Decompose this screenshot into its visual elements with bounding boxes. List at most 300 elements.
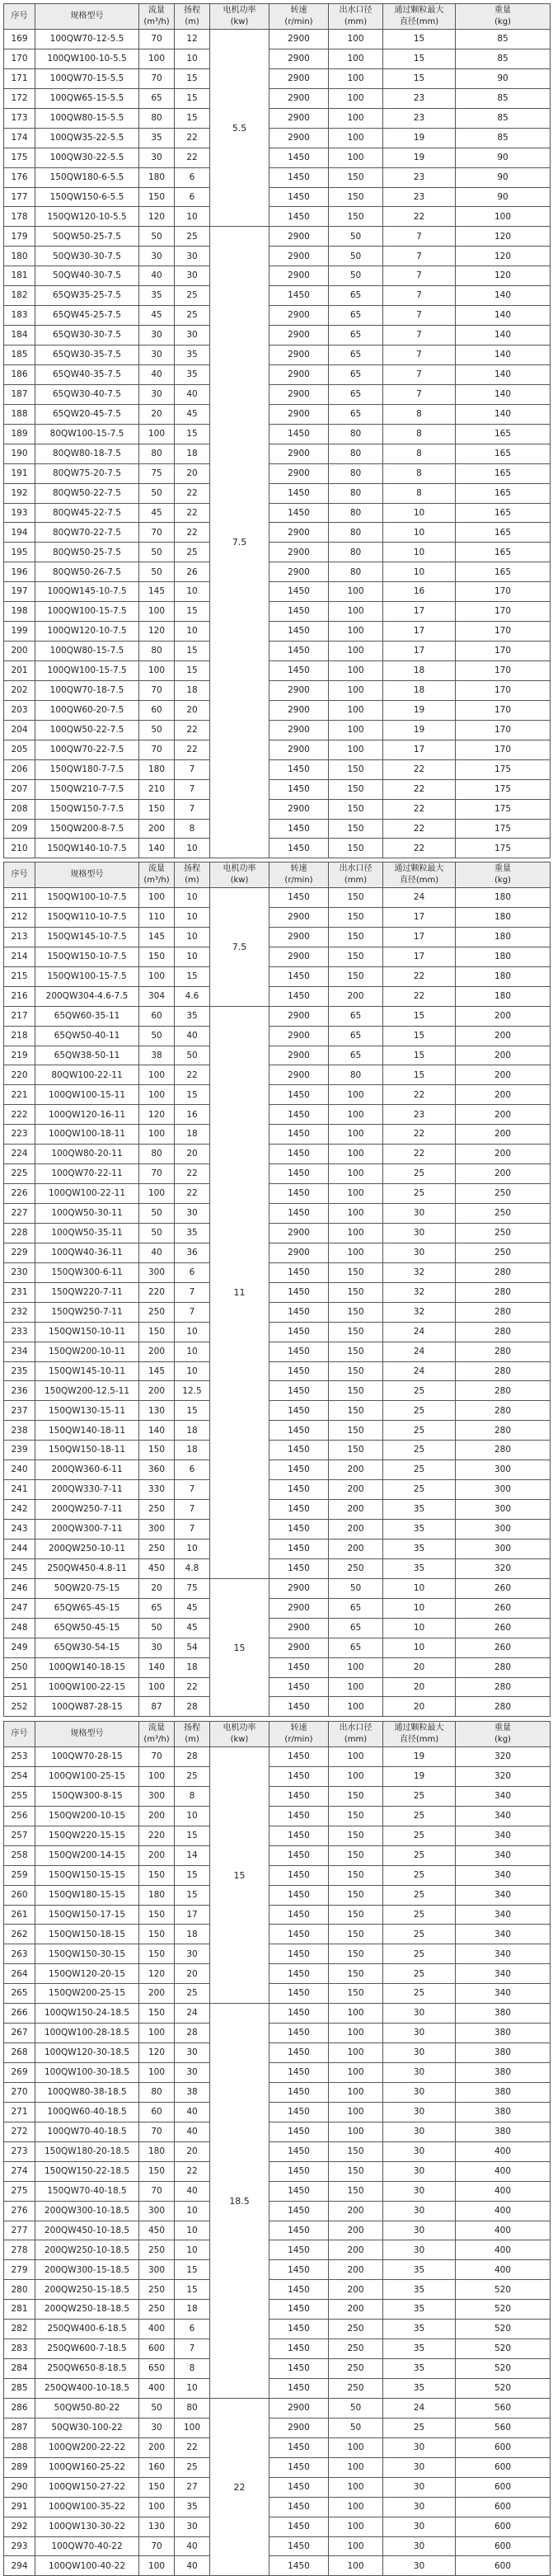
speed-cell: 1450 (269, 1944, 329, 1964)
power-cell: 15 (210, 1578, 269, 1717)
head-cell: 10 (175, 1361, 210, 1381)
weight-cell: 600 (456, 2497, 551, 2517)
outlet-cell: 150 (329, 1865, 383, 1885)
flow-cell: 70 (139, 523, 175, 543)
outlet-cell: 200 (329, 2221, 383, 2240)
model-cell: 80QW80-18-7.5 (35, 444, 139, 463)
speed-cell: 1450 (269, 2260, 329, 2280)
flow-cell: 150 (139, 1925, 175, 1944)
outlet-cell: 65 (329, 346, 383, 365)
row-no: 278 (4, 2240, 35, 2260)
speed-cell: 1450 (269, 1361, 329, 1381)
row-no: 232 (4, 1302, 35, 1322)
flow-cell: 250 (139, 2240, 175, 2260)
particle-cell: 24 (383, 888, 456, 908)
flow-cell: 150 (139, 2477, 175, 2497)
weight-cell: 380 (456, 2024, 551, 2043)
table-row (4, 1006, 551, 1026)
weight-cell: 280 (456, 1302, 551, 1322)
model-cell: 100QW100-25-15 (35, 1766, 139, 1786)
table-row (4, 1085, 551, 1105)
weight-cell: 140 (456, 404, 551, 424)
particle-cell: 35 (383, 2339, 456, 2359)
speed-cell: 1450 (269, 1302, 329, 1322)
particle-cell: 30 (383, 2043, 456, 2063)
flow-cell: 50 (139, 543, 175, 562)
head-cell: 22 (175, 128, 210, 148)
weight-cell: 280 (456, 1677, 551, 1697)
weight-cell: 200 (456, 1105, 551, 1125)
particle-cell: 30 (383, 2517, 456, 2536)
speed-cell: 1450 (269, 286, 329, 306)
particle-cell: 17 (383, 947, 456, 966)
head-cell: 40 (175, 2556, 210, 2576)
weight-cell: 380 (456, 2043, 551, 2063)
particle-cell: 30 (383, 2477, 456, 2497)
model-cell: 100QW70-22-7.5 (35, 740, 139, 759)
flow-cell: 80 (139, 642, 175, 661)
model-cell: 80QW100-15-7.5 (35, 424, 139, 444)
particle-cell: 35 (383, 2300, 456, 2320)
particle-cell: 10 (383, 1578, 456, 1598)
table-row (4, 700, 551, 720)
flow-cell: 70 (139, 680, 175, 700)
speed-cell: 1450 (269, 503, 329, 523)
weight-cell: 340 (456, 1885, 551, 1905)
outlet-cell: 150 (329, 907, 383, 927)
table-row (4, 1905, 551, 1925)
table-row (4, 1065, 551, 1085)
flow-cell: 100 (139, 2556, 175, 2576)
head-cell: 30 (175, 2063, 210, 2083)
outlet-cell: 80 (329, 483, 383, 503)
outlet-cell: 100 (329, 1105, 383, 1125)
particle-header-label: 通过颗粒最大 (394, 1723, 444, 1732)
particle-cell: 15 (383, 1046, 456, 1065)
speed-cell: 1450 (269, 1164, 329, 1184)
row-no: 294 (4, 2556, 35, 2576)
row-no: 277 (4, 2221, 35, 2240)
particle-cell: 35 (383, 2280, 456, 2300)
model-cell: 150QW145-10-7.5 (35, 927, 139, 947)
row-no: 217 (4, 1006, 35, 1026)
particle-cell: 7 (383, 384, 456, 404)
speed-cell: 1450 (269, 148, 329, 167)
row-no: 170 (4, 49, 35, 68)
row-no: 178 (4, 207, 35, 227)
model-cell: 65QW38-50-11 (35, 1046, 139, 1065)
table-row (4, 463, 551, 483)
speed-cell: 2900 (269, 463, 329, 483)
particle-cell: 30 (383, 1204, 456, 1224)
weight-header (456, 4, 551, 30)
weight-cell: 400 (456, 2181, 551, 2201)
model-cell: 100QW100-15-7.5 (35, 661, 139, 681)
row-no: 196 (4, 562, 35, 582)
speed-cell: 1450 (269, 1806, 329, 1826)
head-cell: 18 (175, 680, 210, 700)
row-no: 279 (4, 2260, 35, 2280)
head-cell: 12 (175, 30, 210, 49)
table-row (4, 2240, 551, 2260)
model-cell: 65QW50-40-11 (35, 1026, 139, 1046)
speed-cell: 1450 (269, 1845, 329, 1865)
head-cell: 25 (175, 227, 210, 247)
particle-cell: 22 (383, 799, 456, 819)
row-no: 274 (4, 2161, 35, 2181)
table-row (4, 1302, 551, 1322)
speed-cell: 1450 (269, 2497, 329, 2517)
model-cell: 100QW60-20-7.5 (35, 700, 139, 720)
model-cell: 65QW35-25-7.5 (35, 286, 139, 306)
head-cell: 35 (175, 364, 210, 384)
table-row (4, 1164, 551, 1184)
model-cell: 150QW130-15-11 (35, 1401, 139, 1421)
row-no: 288 (4, 2437, 35, 2457)
outlet-cell: 100 (329, 2063, 383, 2083)
model-cell: 100QW80-38-18.5 (35, 2082, 139, 2102)
flow-cell: 100 (139, 2024, 175, 2043)
head-cell: 6 (175, 167, 210, 187)
outlet-cell: 100 (329, 1697, 383, 1717)
model-cell: 200QW360-6-11 (35, 1460, 139, 1480)
table-row (4, 2497, 551, 2517)
head-cell: 22 (175, 2161, 210, 2181)
outlet-cell: 80 (329, 1065, 383, 1085)
outlet-cell: 100 (329, 602, 383, 622)
outlet-cell: 150 (329, 1925, 383, 1944)
row-no: 192 (4, 483, 35, 503)
particle-header (383, 4, 456, 30)
table-row (4, 326, 551, 346)
outlet-cell: 100 (329, 2004, 383, 2024)
speed-cell: 2900 (269, 927, 329, 947)
head-cell: 36 (175, 1243, 210, 1262)
flow-cell: 80 (139, 444, 175, 463)
speed-cell: 1450 (269, 2024, 329, 2043)
particle-cell: 17 (383, 907, 456, 927)
row-no: 239 (4, 1441, 35, 1460)
head-cell: 54 (175, 1638, 210, 1657)
head-cell: 40 (175, 2536, 210, 2556)
weight-cell: 400 (456, 2201, 551, 2221)
flow-cell: 30 (139, 326, 175, 346)
power-cell: 7.5 (210, 888, 269, 1007)
row-no: 249 (4, 1638, 35, 1657)
weight-cell: 340 (456, 1925, 551, 1944)
row-no: 201 (4, 661, 35, 681)
weight-cell: 250 (456, 1243, 551, 1262)
table-row (4, 2102, 551, 2122)
flow-cell: 450 (139, 1558, 175, 1578)
particle-cell: 10 (383, 523, 456, 543)
power-cell: 5.5 (210, 30, 269, 227)
head-cell: 20 (175, 700, 210, 720)
table-row (4, 503, 551, 523)
row-no: 252 (4, 1697, 35, 1717)
weight-cell: 280 (456, 1361, 551, 1381)
flow-cell: 304 (139, 986, 175, 1006)
speed-cell: 1450 (269, 1262, 329, 1282)
head-cell: 10 (175, 49, 210, 68)
particle-cell: 32 (383, 1262, 456, 1282)
head-cell: 10 (175, 1806, 210, 1826)
flow-cell: 100 (139, 2497, 175, 2517)
head-cell: 10 (175, 947, 210, 966)
weight-cell: 165 (456, 543, 551, 562)
particle-cell: 24 (383, 1361, 456, 1381)
pump-spec-table-section-3 (3, 1721, 550, 2576)
weight-cell: 260 (456, 1578, 551, 1598)
no-header-label: 序号 (11, 1729, 28, 1738)
model-header-label: 规格型号 (70, 1729, 104, 1738)
weight-cell: 600 (456, 2437, 551, 2457)
flow-cell: 30 (139, 2418, 175, 2437)
outlet-cell: 200 (329, 986, 383, 1006)
row-no: 234 (4, 1342, 35, 1361)
particle-cell: 22 (383, 1145, 456, 1164)
outlet-cell: 65 (329, 1046, 383, 1065)
outlet-cell: 100 (329, 1223, 383, 1243)
flow-cell: 30 (139, 1638, 175, 1657)
outlet-cell: 200 (329, 1520, 383, 1539)
row-no: 261 (4, 1905, 35, 1925)
outlet-cell: 100 (329, 700, 383, 720)
table-row (4, 346, 551, 365)
model-cell: 100QW50-30-11 (35, 1204, 139, 1224)
particle-cell: 25 (383, 1164, 456, 1184)
particle-cell: 25 (383, 1964, 456, 1984)
outlet-cell: 150 (329, 1441, 383, 1460)
flow-cell: 300 (139, 2260, 175, 2280)
particle-cell: 30 (383, 2457, 456, 2477)
speed-cell: 1450 (269, 2004, 329, 2024)
outlet-cell: 80 (329, 444, 383, 463)
table-row (4, 2418, 551, 2437)
speed-cell: 1450 (269, 966, 329, 986)
row-no: 271 (4, 2102, 35, 2122)
flow-cell: 140 (139, 1421, 175, 1441)
weight-cell: 280 (456, 1421, 551, 1441)
table-row (4, 1944, 551, 1964)
power-header-unit: (kw) (230, 876, 249, 885)
flow-header-unit: (m³/h) (143, 876, 170, 885)
weight-cell: 170 (456, 642, 551, 661)
outlet-cell: 150 (329, 1826, 383, 1845)
particle-cell: 30 (383, 2102, 456, 2122)
flow-cell: 50 (139, 1026, 175, 1046)
model-cell: 100QW70-18-7.5 (35, 680, 139, 700)
outlet-cell: 150 (329, 799, 383, 819)
head-cell: 10 (175, 207, 210, 227)
outlet-cell: 100 (329, 680, 383, 700)
speed-cell: 2900 (269, 326, 329, 346)
row-no: 203 (4, 700, 35, 720)
flow-cell: 45 (139, 503, 175, 523)
row-no: 172 (4, 88, 35, 108)
power-header-unit: (kw) (230, 1735, 249, 1744)
row-no: 202 (4, 680, 35, 700)
speed-cell: 2900 (269, 2398, 329, 2418)
model-cell: 50QW40-30-7.5 (35, 266, 139, 286)
speed-cell: 2900 (269, 907, 329, 927)
power-cell: 15 (210, 1747, 269, 2004)
speed-cell: 2900 (269, 306, 329, 326)
head-cell: 6 (175, 2320, 210, 2339)
flow-cell: 250 (139, 1539, 175, 1558)
weight-cell: 90 (456, 167, 551, 187)
flow-cell: 70 (139, 68, 175, 88)
particle-cell: 7 (383, 286, 456, 306)
flow-cell: 200 (139, 1342, 175, 1361)
flow-cell: 100 (139, 1677, 175, 1697)
head-cell: 15 (175, 966, 210, 986)
weight-cell: 520 (456, 2300, 551, 2320)
head-cell: 50 (175, 1046, 210, 1065)
outlet-cell: 100 (329, 582, 383, 602)
head-cell: 18 (175, 2300, 210, 2320)
weight-cell: 85 (456, 49, 551, 68)
speed-cell: 2900 (269, 444, 329, 463)
weight-cell: 600 (456, 2556, 551, 2576)
particle-cell: 32 (383, 1302, 456, 1322)
particle-cell: 10 (383, 543, 456, 562)
outlet-header (329, 4, 383, 30)
head-cell: 30 (175, 326, 210, 346)
model-cell: 65QW50-45-15 (35, 1618, 139, 1638)
particle-cell: 17 (383, 927, 456, 947)
model-cell: 150QW180-6-5.5 (35, 167, 139, 187)
weight-cell: 600 (456, 2477, 551, 2497)
model-cell: 150QW150-17-15 (35, 1905, 139, 1925)
row-no: 240 (4, 1460, 35, 1480)
head-cell: 30 (175, 247, 210, 266)
particle-cell: 30 (383, 2221, 456, 2240)
table-row (4, 306, 551, 326)
model-cell: 100QW80-20-11 (35, 1145, 139, 1164)
speed-cell: 2900 (269, 68, 329, 88)
row-no: 264 (4, 1964, 35, 1984)
row-no: 242 (4, 1500, 35, 1520)
table-row (4, 2260, 551, 2280)
speed-cell: 1450 (269, 1460, 329, 1480)
table-row (4, 68, 551, 88)
particle-cell: 25 (383, 1925, 456, 1944)
speed-cell: 2900 (269, 720, 329, 740)
weight-cell: 340 (456, 1806, 551, 1826)
weight-cell: 340 (456, 1964, 551, 1984)
row-no: 184 (4, 326, 35, 346)
power-header-unit: (kw) (230, 17, 249, 26)
outlet-cell: 65 (329, 1598, 383, 1618)
outlet-cell: 65 (329, 384, 383, 404)
weight-cell: 140 (456, 364, 551, 384)
head-cell: 22 (175, 1677, 210, 1697)
particle-header-unit: 直径(mm) (399, 17, 439, 26)
row-no: 247 (4, 1598, 35, 1618)
flow-cell: 150 (139, 1865, 175, 1885)
head-header (175, 863, 210, 888)
speed-cell: 1450 (269, 424, 329, 444)
row-no: 211 (4, 888, 35, 908)
speed-cell: 1450 (269, 1539, 329, 1558)
table-row (4, 404, 551, 424)
row-no: 289 (4, 2457, 35, 2477)
table-row (4, 2437, 551, 2457)
weight-cell: 400 (456, 2141, 551, 2161)
head-cell: 7 (175, 759, 210, 779)
flow-cell: 130 (139, 2517, 175, 2536)
speed-cell: 1450 (269, 622, 329, 642)
flow-cell: 100 (139, 424, 175, 444)
table-row (4, 1697, 551, 1717)
row-no: 220 (4, 1065, 35, 1085)
outlet-cell: 150 (329, 1944, 383, 1964)
flow-cell: 80 (139, 1145, 175, 1164)
particle-cell: 10 (383, 1638, 456, 1657)
head-cell: 25 (175, 2457, 210, 2477)
head-cell: 10 (175, 2240, 210, 2260)
model-cell: 200QW250-15-18.5 (35, 2280, 139, 2300)
table-row (4, 128, 551, 148)
table-row (4, 2359, 551, 2379)
model-cell: 100QW100-15-11 (35, 1085, 139, 1105)
flow-cell: 300 (139, 1786, 175, 1806)
weight-cell: 520 (456, 2280, 551, 2300)
model-cell: 50QW50-25-7.5 (35, 227, 139, 247)
particle-cell: 25 (383, 1885, 456, 1905)
head-cell: 7 (175, 799, 210, 819)
head-header-unit: (m) (185, 876, 199, 885)
speed-cell: 1450 (269, 1184, 329, 1204)
flow-cell: 70 (139, 740, 175, 759)
particle-cell: 17 (383, 642, 456, 661)
flow-header (139, 863, 175, 888)
speed-header-label: 转速 (290, 1723, 307, 1732)
speed-cell: 2900 (269, 947, 329, 966)
power-header-label: 电机功率 (223, 864, 256, 873)
head-cell: 80 (175, 2398, 210, 2418)
power-cell: 7.5 (210, 227, 269, 858)
model-cell: 65QW45-25-7.5 (35, 306, 139, 326)
row-no: 291 (4, 2497, 35, 2517)
table-row (4, 30, 551, 49)
head-cell: 15 (175, 108, 210, 128)
table-row (4, 927, 551, 947)
speed-cell: 1450 (269, 2517, 329, 2536)
model-cell: 200QW250-10-18.5 (35, 2240, 139, 2260)
row-no: 198 (4, 602, 35, 622)
table-row (4, 1480, 551, 1500)
flow-cell: 50 (139, 2398, 175, 2418)
model-cell: 150QW180-7-7.5 (35, 759, 139, 779)
table-row (4, 1865, 551, 1885)
outlet-cell: 100 (329, 2517, 383, 2536)
flow-cell: 200 (139, 1845, 175, 1865)
model-cell: 100QW100-35-22 (35, 2497, 139, 2517)
model-cell: 150QW150-22-18.5 (35, 2161, 139, 2181)
speed-cell: 2900 (269, 128, 329, 148)
particle-cell: 16 (383, 582, 456, 602)
head-cell: 22 (175, 740, 210, 759)
table-row (4, 2201, 551, 2221)
weight-cell: 165 (456, 523, 551, 543)
head-cell: 10 (175, 1539, 210, 1558)
flow-cell: 100 (139, 1085, 175, 1105)
speed-cell: 1450 (269, 888, 329, 908)
row-no: 197 (4, 582, 35, 602)
weight-cell: 170 (456, 602, 551, 622)
